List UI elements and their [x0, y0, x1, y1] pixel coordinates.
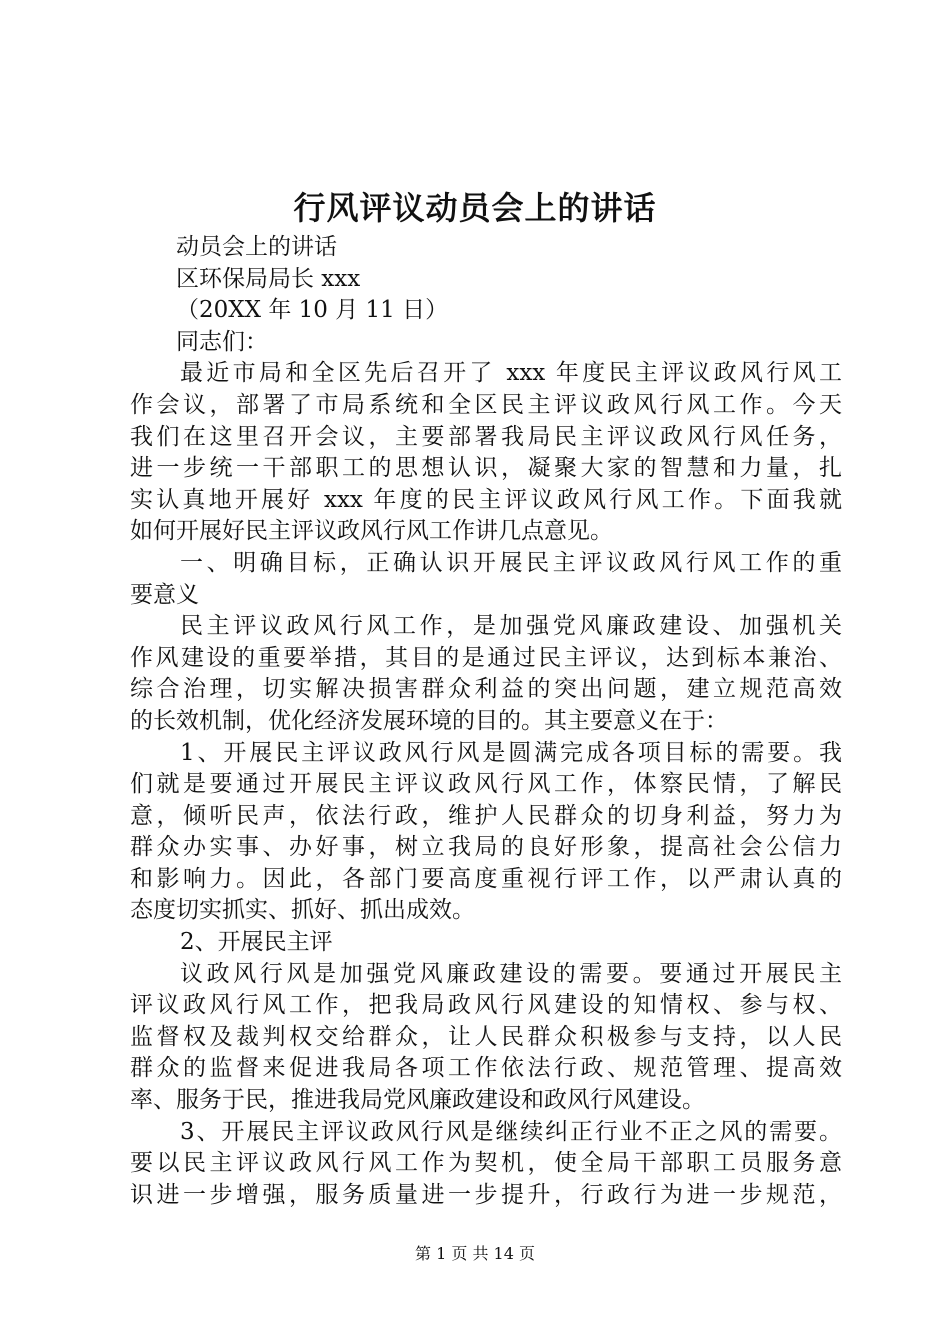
paragraph-line: 实认真地开展好 xxx 年度的民主评议政风行风工作。下面我就 — [130, 486, 842, 513]
paragraph-line: 民主评议政风行风工作，是加强党风廉政建设、加强机关 — [180, 613, 842, 640]
paragraph-line: 和影响力。因此，各部门要高度重视行评工作，以严肃认真的 — [130, 865, 842, 892]
paragraph-line: 3、开展民主评议政风行风是继续纠正行业不正之风的需要。 — [180, 1118, 842, 1145]
speaker-line: 区环保局局长 xxx — [176, 265, 361, 292]
paragraph-line: 态度切实抓实、抓好、抓出成效。 — [130, 897, 475, 924]
paragraph-line: 我们在这里召开会议，主要部署我局民主评议政风行风任务， — [130, 423, 842, 450]
paragraph-line: 意，倾听民声，依法行政，维护人民群众的切身利益，努力为 — [130, 802, 842, 829]
section-heading-line: 要意义 — [130, 581, 199, 608]
paragraph-line: 群众的监督来促进我局各项工作依法行政、规范管理、提高效 — [130, 1055, 842, 1082]
paragraph-line: 要以民主评议政风行风工作为契机，使全局干部职工员服务意 — [130, 1150, 842, 1177]
paragraph-line: 们就是要通过开展民主评议政风行风工作，体察民情，了解民 — [130, 771, 842, 798]
paragraph-line: 监督权及裁判权交给群众，让人民群众积极参与支持，以人民 — [130, 1023, 842, 1050]
paragraph-line: 识进一步增强，服务质量进一步提升，行政行为进一步规范， — [130, 1181, 842, 1208]
paragraph-line: 进一步统一干部职工的思想认识，凝聚大家的智慧和力量，扎 — [130, 455, 842, 482]
paragraph-line: 作会议，部署了市局系统和全区民主评议政风行风工作。今天 — [130, 391, 842, 418]
paragraph-line: 作风建设的重要举措，其目的是通过民主评议，达到标本兼治、 — [130, 644, 842, 671]
paragraph-line: 最近市局和全区先后召开了 xxx 年度民主评议政风行风工 — [180, 360, 842, 387]
paragraph-line: 如何开展好民主评议政风行风工作讲几点意见。 — [130, 518, 613, 545]
paragraph-line: 1、开展民主评议政风行风是圆满完成各项目标的需要。我 — [180, 739, 842, 766]
paragraph-line: 群众办实事、办好事，树立我局的良好形象，提高社会公信力 — [130, 834, 842, 861]
paragraph-line: 率、服务于民，推进我局党风廉政建设和政风行风建设。 — [130, 1087, 705, 1114]
document-body — [130, 232, 842, 1211]
date-line: （20XX 年 10 月 11 日） — [176, 297, 449, 324]
salutation-line: 同志们： — [176, 328, 268, 355]
paragraph-line: 综合治理，切实解决损害群众利益的突出问题，建立规范高效 — [130, 676, 842, 703]
section-heading-line: 一、明确目标，正确认识开展民主评议政风行风工作的重 — [180, 549, 842, 576]
document-title: 行风评议动员会上的讲话 — [293, 189, 657, 227]
subtitle-line: 动员会上的讲话 — [176, 234, 337, 260]
paragraph-line: 的长效机制，优化经济发展环境的目的。其主要意义在于： — [130, 707, 728, 734]
paragraph-line: 议政风行风是加强党风廉政建设的需要。要通过开展民主 — [180, 960, 842, 987]
paragraph-line: 评议政风行风工作，把我局政风行风建设的知情权、参与权、 — [130, 992, 842, 1019]
paragraph-line: 2、开展民主评 — [180, 929, 333, 956]
page-number-footer: 第 1 页 共 14 页 — [415, 1244, 535, 1263]
